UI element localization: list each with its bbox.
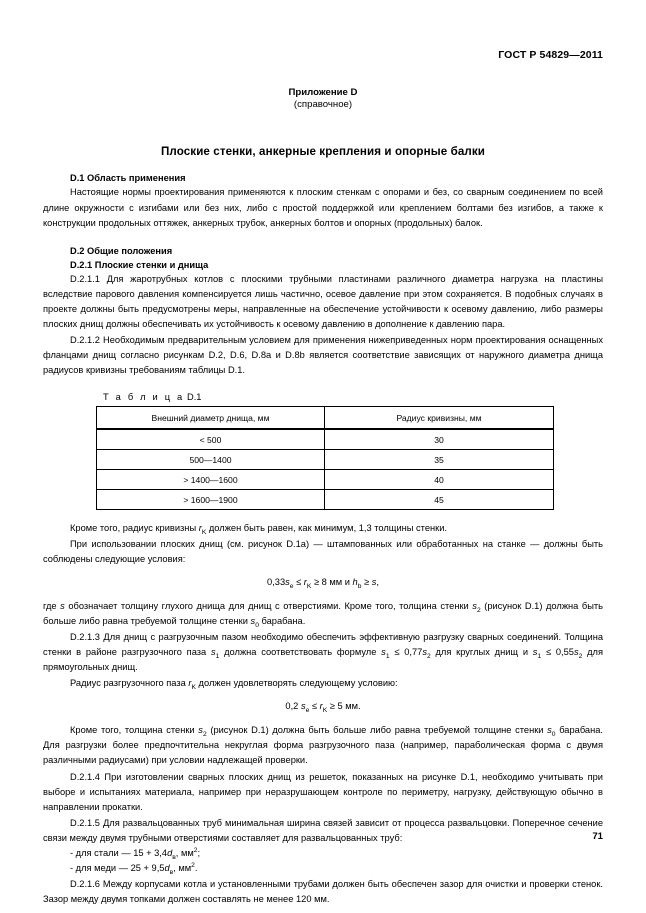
page-content: [43, 0, 603, 907]
text-fragment: - для меди — 25 + 9,5: [70, 862, 165, 873]
variable-s0: s: [547, 725, 552, 736]
paragraph-d215: D.2.1.5 Для развальцованных труб минимальная ширина связей зависит от процесса развальцовки. Поперечное сечение связи между двумя трубными отверстиями составляет для развальцованных труб:: [43, 817, 603, 843]
text-fragment: должна соответствовать формуле: [219, 647, 382, 658]
text-fragment: должен удовлетворять следующему условию:: [195, 678, 398, 689]
text-fragment: барабана.: [258, 616, 306, 627]
variable-s2: s: [573, 647, 579, 658]
subscript-2: 2: [202, 731, 207, 739]
text-fragment: ≤ 0,55: [541, 647, 574, 658]
cell-diameter: > 1400—1600: [97, 470, 325, 490]
variable-s1: s: [210, 647, 216, 658]
paragraph-d1-text: Настоящие нормы проектирования применяются к плоским стенкам с опорами и без, со сварным соединением по всей длине окружности с изгибами или без них, либо с простой поддержкой или креплением болтами без изгибов, а также к конструкции продольных оттяжек, анкерных трубок, анкерных болтов и опорных (продольных) балок.: [43, 187, 603, 228]
paragraph-d212: D.2.1.2 Необходимым предварительным условием для применения нижеприведенных норм проектирования оснащенных фланцами днищ согласно рисункам D.2, D.6, D.8a и D.8b является соответствие зависящих от наружного диаметра днища радиусов кривизны требованиям таблицы D.1.: [43, 334, 603, 376]
paragraph-where-s: [43, 599, 603, 629]
text-fragment: D.2.1.3 Для днищ с разгрузочным пазом необходимо обеспечить эффективную разгрузку сварных соединений. Толщина стенки в районе разгрузочного паза: [43, 632, 603, 658]
cell-radius: 45: [324, 490, 553, 510]
text-fragment: (рисунок D.1) должна быть больше либо равна требуемой толщине стенки: [206, 725, 548, 736]
text-fragment: барабана. Для разгрузки более предпочтительна некруглая форма разгрузочного паза (например, параболическая форма с двумя различными радиусами) при условии надлежащей проверки.: [43, 725, 603, 766]
superscript-2: 2: [191, 861, 195, 869]
subscript-v: в: [172, 853, 176, 861]
text-fragment: (рисунок D.1) должна быть больше либо равна требуемой толщине стенки: [43, 601, 603, 627]
cell-diameter: > 1600—1900: [97, 490, 325, 510]
annex-caption-block: [43, 87, 603, 113]
subscript-2: 2: [578, 653, 583, 661]
annex-subtitle: (справочное): [293, 99, 353, 111]
variable-s0: s: [250, 616, 256, 627]
variable-s2: s: [472, 601, 477, 612]
section-heading-d21: D.2.1 Плоские стенки и днища: [70, 259, 209, 270]
variable-d: d: [164, 862, 170, 873]
text-fragment: , мм: [173, 862, 192, 873]
table-caption-label: Т а б л и ц а: [103, 392, 185, 403]
table-row: [97, 470, 554, 490]
column-header-radius: Радиус кривизны, мм: [324, 407, 553, 430]
section-heading-d1: D.1 Область применения: [70, 173, 186, 184]
text-fragment: ≤ 0,77: [389, 647, 423, 658]
text-fragment: .: [194, 862, 198, 873]
subscript-2: 2: [426, 653, 431, 661]
subscript-1: 1: [215, 653, 220, 661]
text-fragment: для круглых днищ и: [430, 647, 533, 658]
variable-r: r: [188, 678, 192, 689]
subscript-1: 1: [385, 653, 390, 661]
paragraph-wall-thickness-note: [43, 723, 603, 768]
cell-diameter: < 500: [97, 429, 325, 450]
table-caption-number: D.1: [186, 392, 202, 403]
text-fragment: Кроме того, толщина стенки: [70, 725, 199, 736]
variable-r: r: [198, 523, 202, 534]
paragraph-groove-radius: [43, 676, 603, 691]
table-row: [97, 450, 554, 470]
standard-header: ГОСТ Р 54829—2011: [498, 49, 603, 61]
paragraph-d216: D.2.1.6 Между корпусами котла и установленными трубами должен быть обеспечен зазор для очистки и проверки стенок. Зазор между двумя топками должен составлять не менее 120 мм.: [43, 878, 603, 904]
paragraph-d211: D.2.1.1 Для жаротрубных котлов с плоскими трубными пластинами различного диаметра нагрузка на пластины вследствие парового давления компенсируется лишь частично, осевое давление при этом сохраняется. В подобных случаях в проекте должны быть предусмотрены меры, направленные на обеспечение устойчивости к осевому давлению, либо размеры плоских днищ должны обеспечивать их устойчивость к осевому давлению в дополнение к давлению пара.: [43, 273, 603, 329]
text-fragment: , мм: [175, 847, 194, 858]
table-row: [97, 429, 554, 450]
subscript-v: в: [169, 868, 174, 876]
text-fragment: обозначает толщину глухого днища для днищ с отверстиями. Кроме того, толщина стенки: [64, 601, 473, 612]
cell-radius: 35: [324, 450, 553, 470]
variable-s1: s: [381, 647, 386, 658]
paragraph-d214: D.2.1.4 При изготовлении сварных плоских днищ из решеток, показанных на рисунке D.1, необходимо учитывать при выборе и испытаниях материала, например при неразрушающем контроле по периметру, нагрузку, действующую обычно в направлении прокатки.: [43, 771, 603, 812]
variable-s2: s: [422, 647, 427, 658]
text-fragment: для прямоугольных днищ.: [43, 647, 604, 673]
subscript-1: 1: [537, 653, 542, 661]
table-d1: [96, 406, 554, 510]
paragraph-flat-bottoms: При использовании плоских днищ (см. рисунок D.1a) — штампованных или обработанных на станке — должны быть соблюдены следующие условия:: [43, 539, 603, 565]
text-fragment: Кроме того, радиус кривизны: [70, 523, 199, 534]
variable-s2: s: [198, 725, 203, 736]
text-fragment: - для стали — 15 + 3,4: [70, 847, 168, 858]
variable-s1: s: [532, 647, 538, 658]
subscript-2: 2: [476, 607, 481, 615]
subscript-0: 0: [255, 622, 259, 630]
cell-diameter: 500—1400: [97, 450, 325, 470]
list-item-steel: [43, 846, 603, 861]
table-row: [97, 490, 554, 510]
formula-2: 0,2 $s_e \le r_K \ge 5$ мм.: [285, 701, 361, 715]
text-fragment: Радиус разгрузочного паза: [70, 678, 189, 689]
subscript-0: 0: [551, 731, 556, 739]
page-number: 71: [592, 831, 603, 842]
column-header-diameter: Внешний диаметр днища, мм: [97, 407, 325, 430]
cell-radius: 30: [324, 429, 553, 450]
section-heading-d2: D.2 Общие положения: [70, 245, 173, 256]
table-header-row: [97, 407, 554, 430]
formula-1: $0,33s_e \le r_K \ge 8$ мм и $h_b \ge s$,: [267, 577, 379, 591]
text-fragment: должен быть равен, как минимум, 1,3 толщины стенки.: [206, 523, 447, 534]
variable-d: d: [167, 847, 173, 858]
text-fragment: где: [43, 601, 61, 612]
subscript-k: K: [201, 528, 207, 536]
page-title: Плоские стенки, анкерные крепления и опорные балки: [160, 145, 485, 159]
paragraph-d213: [43, 630, 603, 675]
subscript-k: K: [191, 684, 196, 692]
superscript-2: 2: [193, 846, 198, 854]
list-item-copper: [43, 861, 603, 876]
paragraph-radius-note: [43, 521, 603, 536]
variable-s: s: [60, 601, 65, 612]
text-fragment: ;: [197, 847, 201, 858]
cell-radius: 40: [324, 470, 553, 490]
annex-title: Приложение D: [288, 86, 358, 98]
table-caption: [43, 392, 603, 402]
